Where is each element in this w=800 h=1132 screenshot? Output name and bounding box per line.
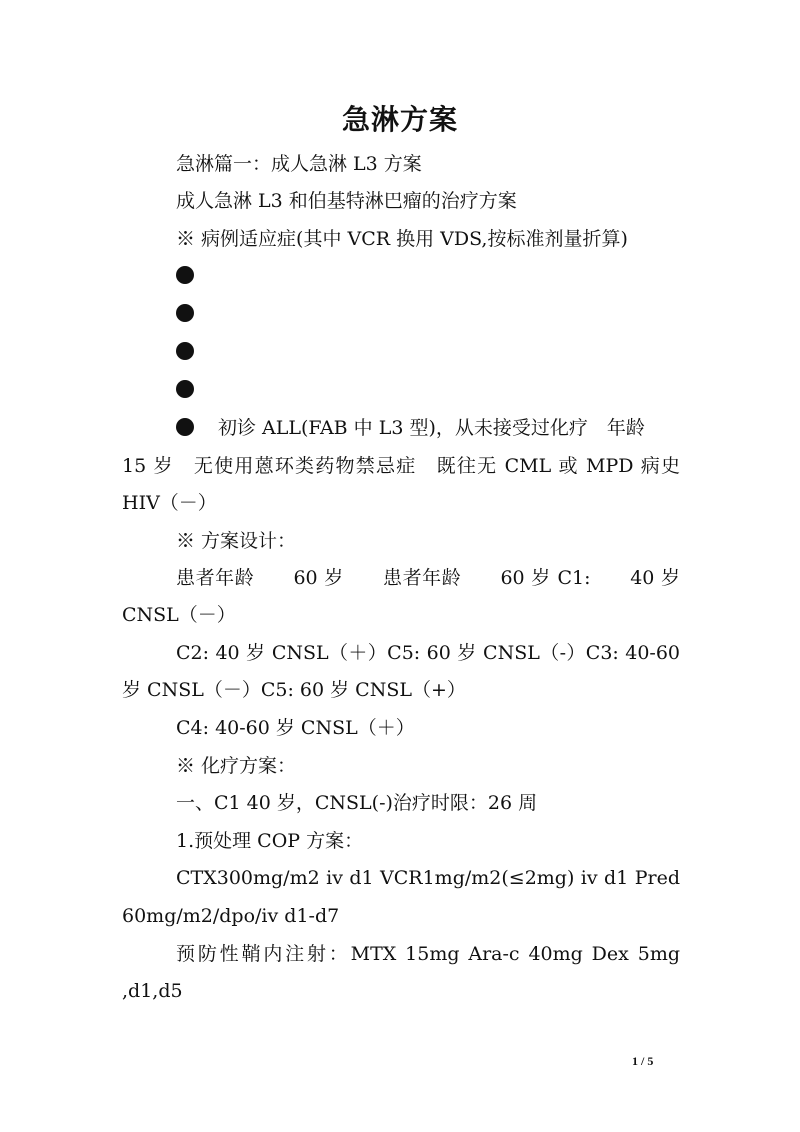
paragraph-line: C4: 40-60 岁 CNSL（＋） (176, 717, 415, 739)
paragraph-line: 预防性鞘内注射：MTX 15mg Ara-c 40mg Dex 5mg (176, 943, 680, 965)
paragraph-line: 患者年龄 60 岁 患者年龄 60 岁 C1: 40 岁 (176, 567, 680, 589)
paragraph-line: CNSL（－） (122, 604, 236, 626)
paragraph-line: 60mg/m2/dpo/iv d1-d7 (122, 905, 340, 927)
paragraph-line: 15 岁 无使用蒽环类药物禁忌症 既往无 CML 或 MPD 病史 (122, 455, 680, 477)
paragraph-line: ※ 化疗方案： (176, 755, 297, 777)
paragraph-line: HIV（－） (122, 492, 217, 514)
paragraph-line (176, 416, 645, 440)
bullet-icon (176, 304, 194, 322)
paragraph-line: 急淋篇一：成人急淋 L3 方案 (176, 153, 422, 175)
line-text: 初诊 ALL(FAB 中 L3 型)，从未接受过化疗 年龄 (218, 417, 645, 439)
paragraph-line: 1.预处理 COP 方案： (176, 830, 364, 852)
paragraph-line: 成人急淋 L3 和伯基特淋巴瘤的治疗方案 (176, 190, 517, 212)
bullet-icon (176, 380, 194, 398)
bullet-icon (176, 266, 194, 284)
paragraph-line: 一、C1 40 岁，CNSL(-)治疗时限：26 周 (176, 792, 538, 814)
page-title: 急淋方案 (341, 103, 458, 136)
paragraph-line: CTX300mg/m2 iv d1 VCR1mg/m2(≤2mg) iv d1 Pred (176, 867, 680, 889)
paragraph-line: C2: 40 岁 CNSL（＋）C5: 60 岁 CNSL（-）C3: 40-60 (176, 642, 680, 664)
paragraph-line: ,d1,d5 (122, 980, 183, 1002)
bullet-icon (176, 342, 194, 360)
bullet-icon (176, 418, 194, 436)
paragraph-line: ※ 病例适应症(其中 VCR 换用 VDS,按标准剂量折算) (176, 228, 628, 250)
paragraph-line: 岁 CNSL（－）C5: 60 岁 CNSL（+） (122, 679, 466, 701)
page-number: 1 / 5 (632, 1054, 654, 1068)
paragraph-line: ※ 方案设计： (176, 530, 297, 552)
